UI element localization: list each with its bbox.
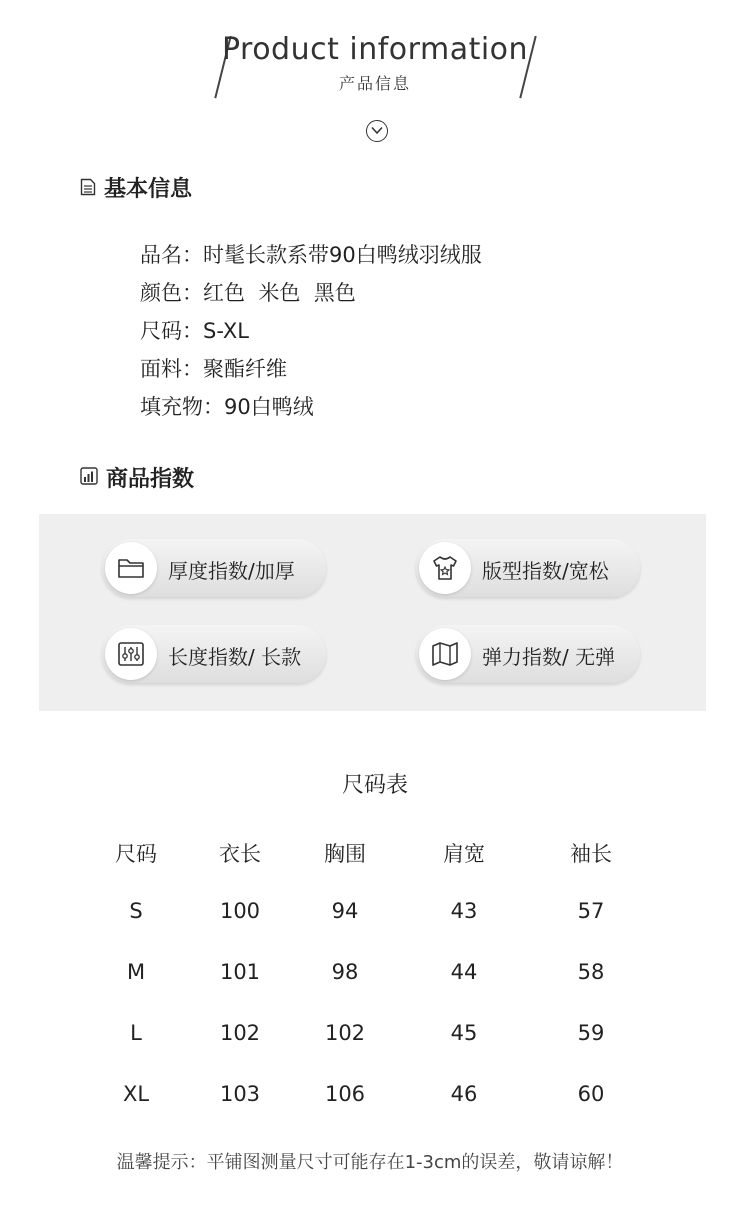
table-header-cell: 肩宽 — [443, 842, 485, 866]
index-label-length: 长度指数/ 长款 — [168, 645, 302, 669]
info-line-name: 品名：时髦长款系带90白鸭绒羽绒服 — [140, 243, 482, 267]
table-cell: 101 — [219, 960, 261, 984]
table-cell: L — [130, 1021, 142, 1045]
table-cell: M — [126, 960, 146, 984]
document-icon — [80, 178, 96, 196]
table-cell: XL — [122, 1082, 150, 1106]
table-header-cell: 衣长 — [219, 842, 261, 866]
table-cell: 59 — [577, 1021, 605, 1045]
table-cell: 103 — [219, 1082, 261, 1106]
page-subtitle: 产品信息 — [338, 74, 411, 93]
index-panel — [39, 514, 706, 711]
info-line-filling: 填充物：90白鸭绒 — [140, 395, 314, 419]
table-cell: 100 — [219, 899, 261, 923]
table-header-cell: 胸围 — [324, 842, 366, 866]
measurement-note: 温馨提示：平铺图测量尺寸可能存在1-3cm的误差，敬请谅解！ — [116, 1152, 624, 1173]
info-line-size: 尺码：S-XL — [140, 319, 249, 343]
table-header-cell: 袖长 — [570, 842, 612, 866]
index-pill-length — [102, 625, 326, 683]
tshirt-icon — [431, 554, 459, 582]
table-cell: 58 — [577, 960, 605, 984]
chevron-down-icon — [366, 120, 388, 142]
index-icon-circle — [105, 628, 157, 680]
index-icon-circle — [419, 628, 471, 680]
bar-chart-icon — [80, 467, 98, 485]
size-table-title: 尺码表 — [341, 773, 408, 798]
table-cell: 102 — [219, 1021, 261, 1045]
table-cell: 43 — [450, 899, 478, 923]
table-cell: 106 — [324, 1082, 366, 1106]
sliders-icon — [117, 640, 145, 668]
info-line-color: 颜色：红色 米色 黑色 — [140, 281, 356, 305]
table-cell: 57 — [577, 899, 605, 923]
index-label-elasticity: 弹力指数/ 无弹 — [482, 645, 616, 669]
index-section-title: 商品指数 — [106, 467, 195, 492]
table-cell: 45 — [450, 1021, 478, 1045]
index-icon-circle — [419, 542, 471, 594]
index-pill-elasticity — [416, 625, 640, 683]
index-pill-fit — [416, 539, 640, 597]
map-icon — [431, 640, 459, 668]
index-icon-circle — [105, 542, 157, 594]
table-cell: 46 — [450, 1082, 478, 1106]
info-line-fabric: 面料：聚酯纤维 — [140, 357, 287, 381]
index-pill-thickness — [102, 539, 326, 597]
table-cell: 44 — [450, 960, 478, 984]
table-header-cell: 尺码 — [115, 842, 157, 866]
table-cell: 102 — [324, 1021, 366, 1045]
basic-info-title: 基本信息 — [104, 177, 193, 202]
table-cell: 60 — [577, 1082, 605, 1106]
index-label-thickness: 厚度指数/加厚 — [168, 559, 295, 583]
table-cell: 94 — [331, 899, 359, 923]
table-cell: 98 — [331, 960, 359, 984]
folder-icon — [117, 554, 145, 582]
table-cell: S — [129, 899, 143, 923]
page-title: Product information — [221, 32, 529, 67]
index-label-fit: 版型指数/宽松 — [482, 559, 609, 583]
